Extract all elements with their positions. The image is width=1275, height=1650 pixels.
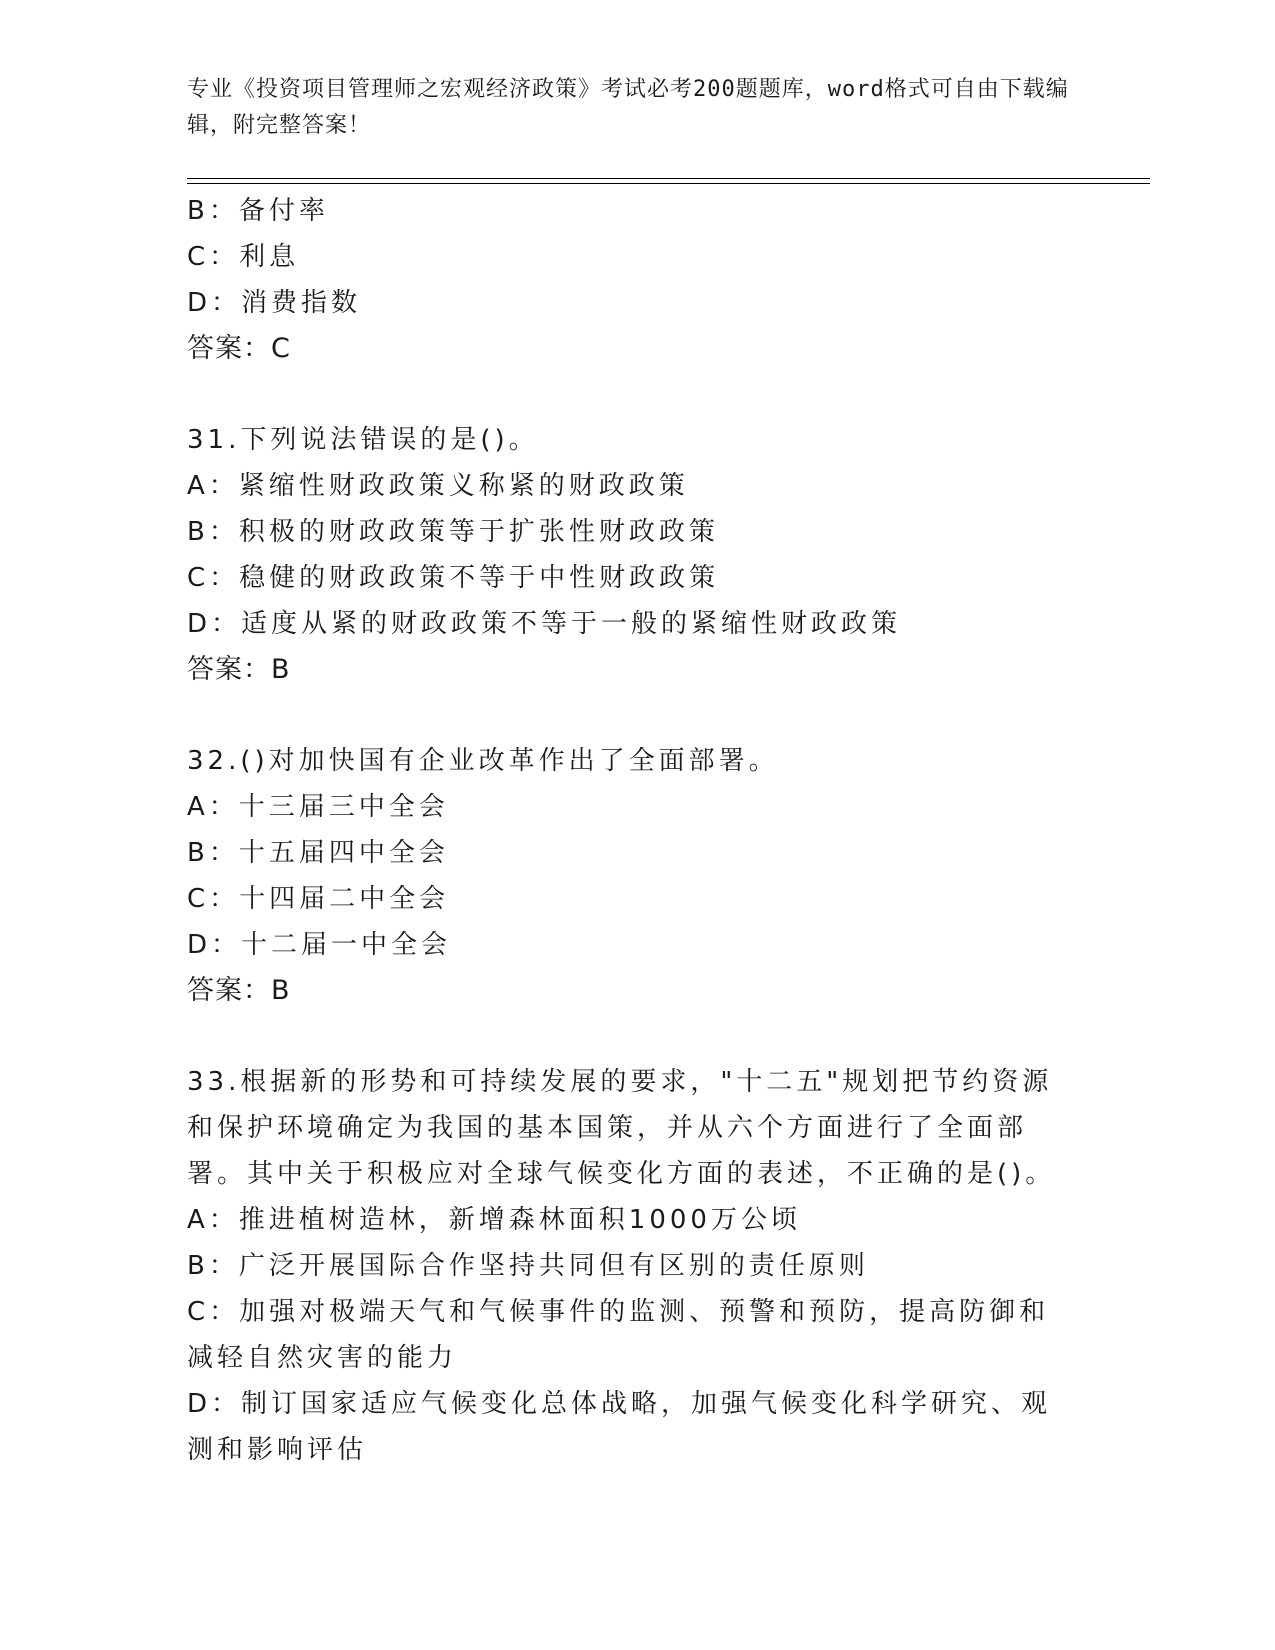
option-c: C：加强对极端天气和气候事件的监测、预警和预防，提高防御和减轻自然灾害的能力 <box>187 1297 1050 1373</box>
document-intro: 专业《投资项目管理师之宏观经济政策》考试必考200题题库，word格式可自由下载编辑，附完整答案！ <box>187 77 1069 138</box>
header-divider-bottom <box>187 183 1150 184</box>
question-list <box>187 188 1087 1473</box>
question-stem: 31.下列说法错误的是()。 <box>187 425 539 455</box>
option-a: A：十三届三中全会 <box>187 792 449 822</box>
option-d: D：十二届一中全会 <box>187 930 452 960</box>
answer-line: 答案：C <box>187 333 291 364</box>
question-32 <box>187 738 1087 1014</box>
header-divider-top <box>187 178 1150 179</box>
prev-question-block <box>187 188 1087 372</box>
question-stem: 32.()对加快国有企业改革作出了全面部署。 <box>187 746 779 776</box>
option-b: B：备付率 <box>187 196 329 226</box>
question-31 <box>187 417 1087 693</box>
spacer <box>187 693 1087 738</box>
answer-line: 答案：B <box>187 654 291 685</box>
option-a: A：紧缩性财政政策义称紧的财政政策 <box>187 471 689 501</box>
answer-line: 答案：B <box>187 975 291 1006</box>
option-c: C：稳健的财政政策不等于中性财政政策 <box>187 563 720 593</box>
option-d: D：制订国家适应气候变化总体战略，加强气候变化科学研究、观测和影响评估 <box>187 1389 1052 1465</box>
option-b: B：广泛开展国际合作坚持共同但有区别的责任原则 <box>187 1251 869 1281</box>
question-33 <box>187 1059 1087 1473</box>
option-b: B：十五届四中全会 <box>187 838 449 868</box>
spacer <box>187 372 1087 417</box>
option-c: C：十四届二中全会 <box>187 884 450 914</box>
option-b: B：积极的财政政策等于扩张性财政政策 <box>187 517 719 547</box>
option-d: D：消费指数 <box>187 288 362 318</box>
option-a: A：推进植树造林，新增森林面积1000万公顷 <box>187 1205 801 1235</box>
spacer <box>187 1014 1087 1059</box>
option-c: C：利息 <box>187 242 300 272</box>
question-stem: 33.根据新的形势和可持续发展的要求，"十二五"规划把节约资源和保护环境确定为我国的基本国策，并从六个方面进行了全面部署。其中关于积极应对全球气候变化方面的表述，不正确的是()。 <box>187 1067 1056 1189</box>
option-d: D：适度从紧的财政政策不等于一般的紧缩性财政政策 <box>187 609 902 639</box>
